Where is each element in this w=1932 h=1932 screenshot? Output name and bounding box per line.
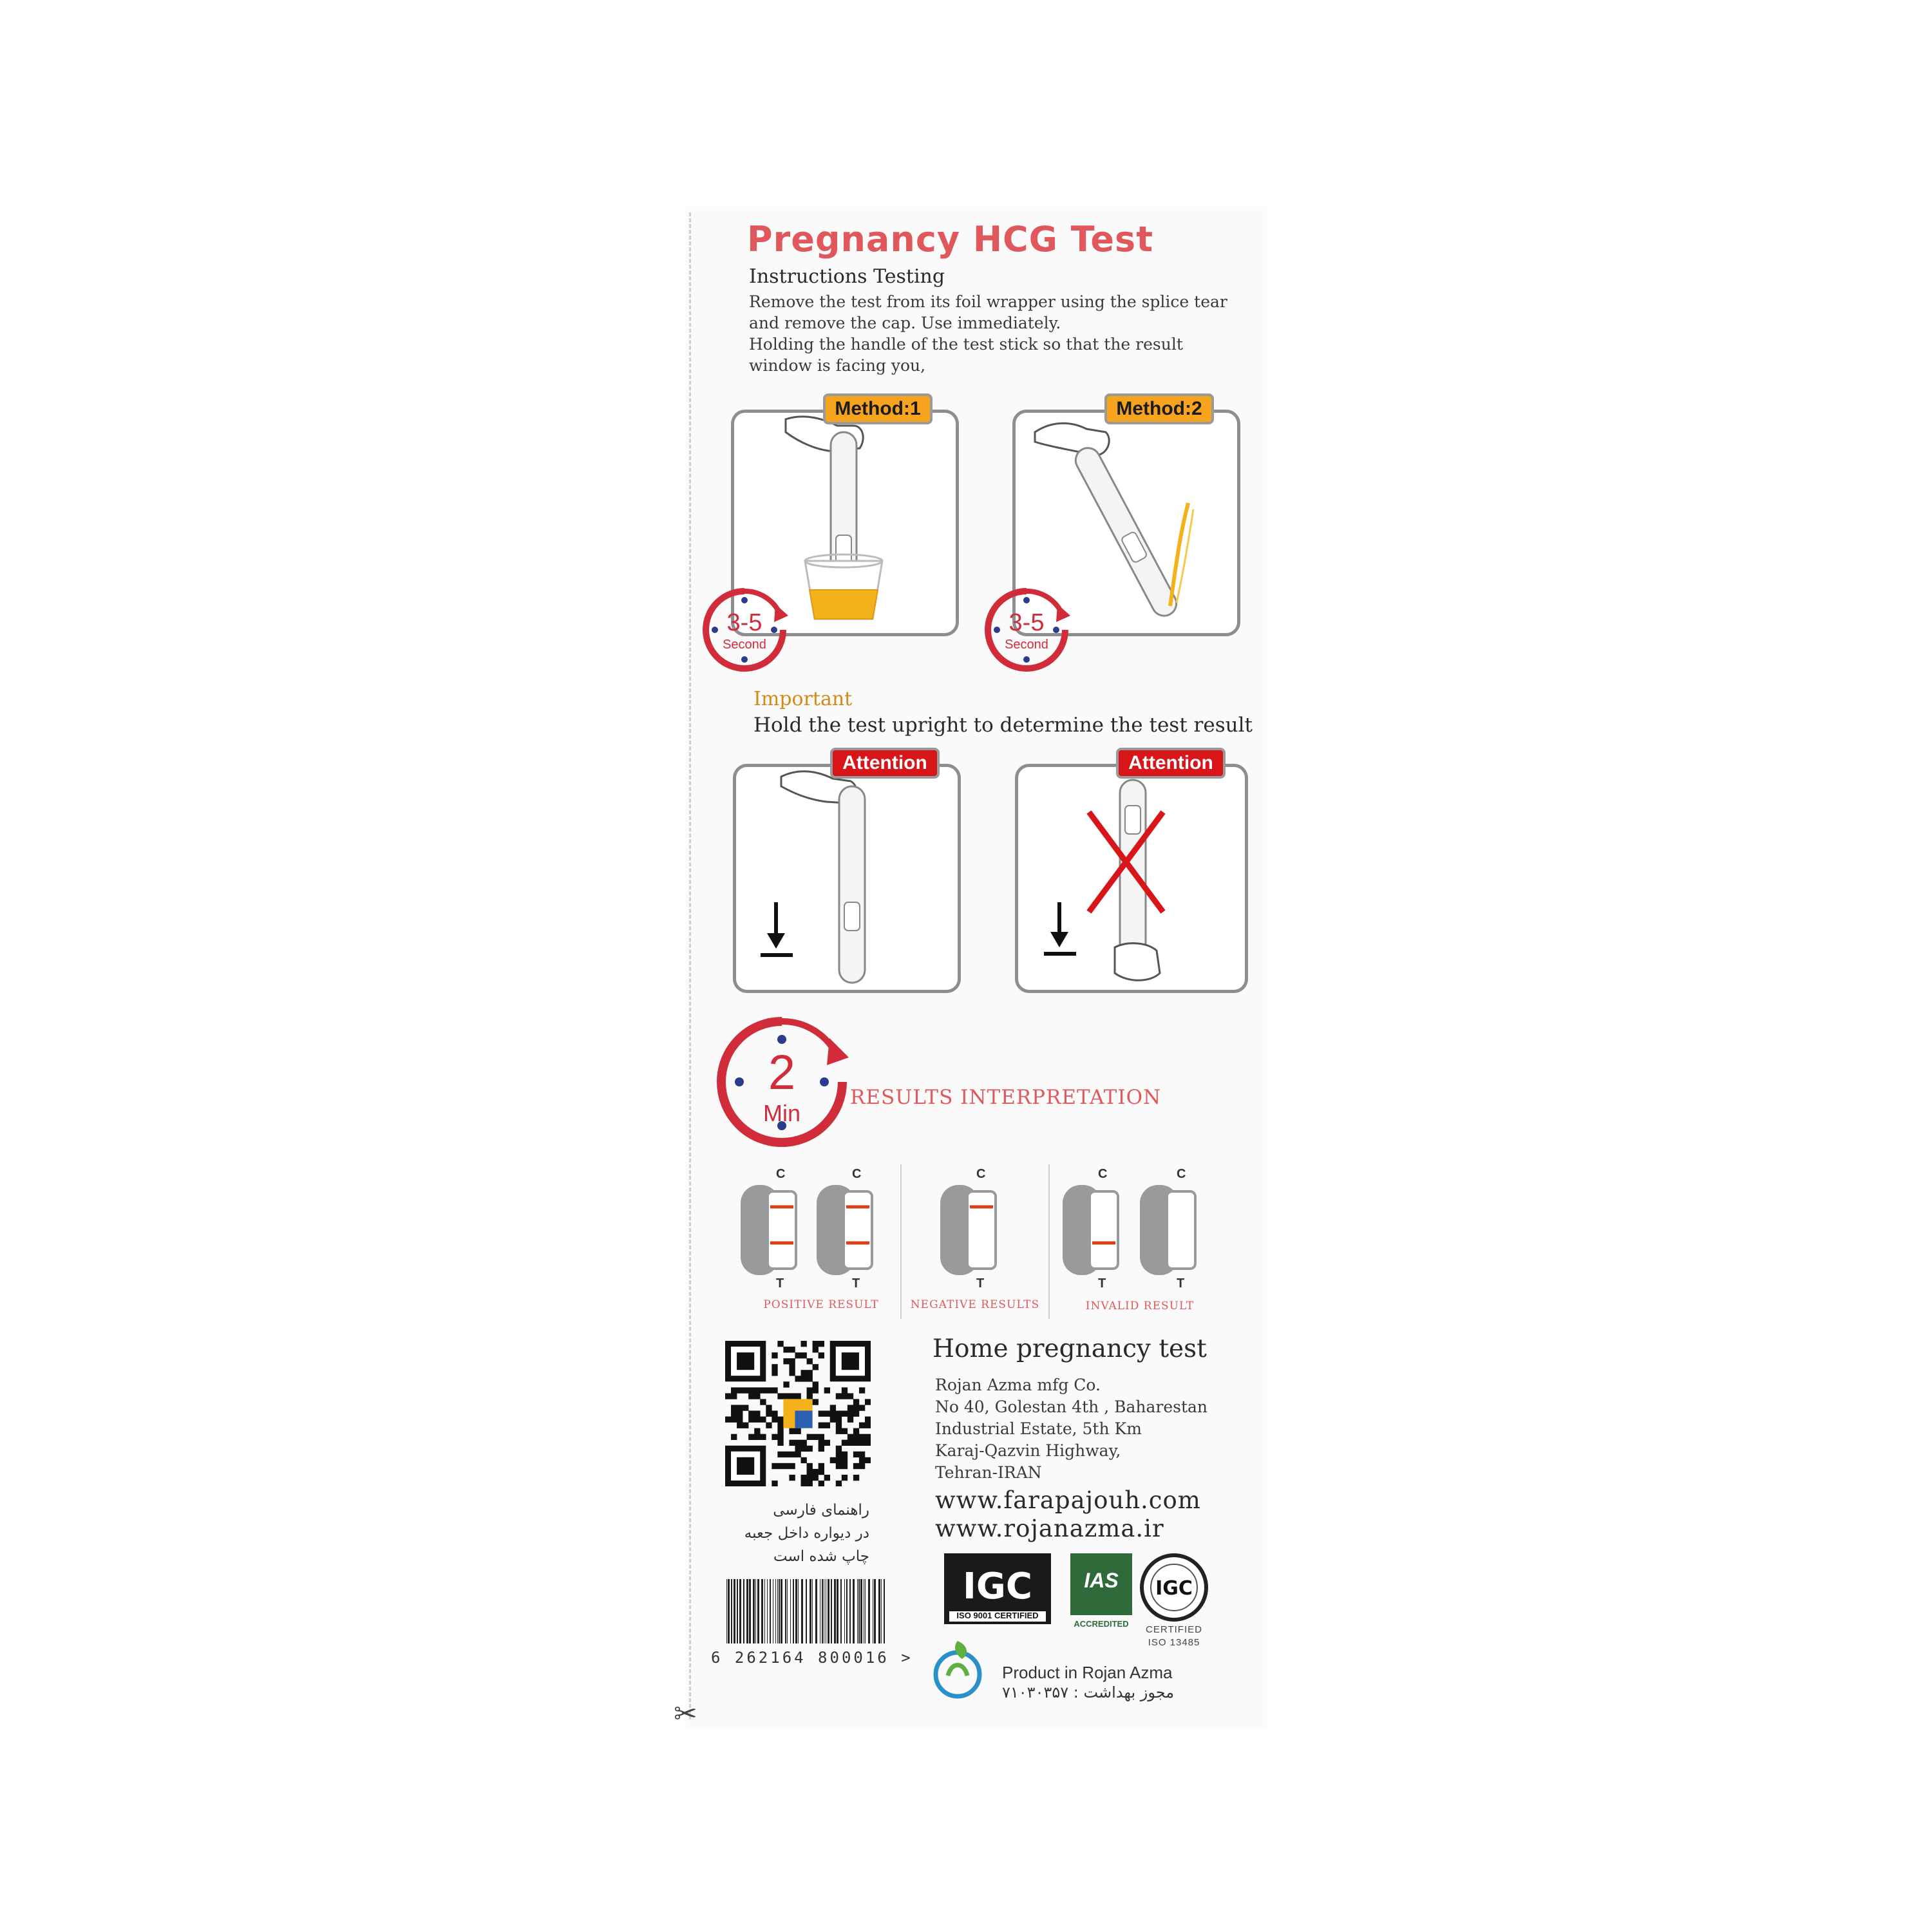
result-strips-drawing bbox=[741, 1179, 1204, 1307]
attention-2-panel bbox=[1015, 752, 1248, 993]
barcode bbox=[724, 1579, 891, 1646]
important-text: Hold the test upright to determine the test result bbox=[753, 714, 1253, 737]
page-title: Pregnancy HCG Test bbox=[747, 219, 1154, 260]
address-line-4: Karaj-Qazvin Highway, bbox=[935, 1441, 1121, 1460]
strip-3-c-label: C bbox=[976, 1167, 986, 1181]
iso13485-caption: ISO 13485 bbox=[1148, 1637, 1200, 1648]
strip-4-t-label: T bbox=[1098, 1276, 1106, 1291]
barcode-graphic bbox=[724, 1579, 891, 1646]
method-2-timer bbox=[981, 585, 1072, 675]
address-line-1: Rojan Azma mfg Co. bbox=[935, 1376, 1101, 1394]
method-2-timer-unit: Second bbox=[1005, 638, 1048, 652]
instructions-heading: Instructions Testing bbox=[749, 265, 945, 288]
strip-2-c-label: C bbox=[852, 1167, 862, 1181]
strip-4-c-label: C bbox=[1098, 1167, 1108, 1181]
ias-accredited: ACCREDITED bbox=[1074, 1619, 1129, 1629]
svg-text:IGC: IGC bbox=[963, 1566, 1032, 1607]
iso13485-logo-graphic bbox=[1139, 1552, 1209, 1623]
results-title: RESULTS INTERPRETATION bbox=[850, 1086, 1162, 1109]
attention-1-panel bbox=[733, 752, 961, 993]
strip-1-c-label: C bbox=[776, 1167, 786, 1181]
results-divider-1 bbox=[900, 1164, 902, 1319]
instruction-line-1: Remove the test from its foil wrapper using the splice tear bbox=[749, 292, 1227, 311]
method-2-timer-value: 3-5 bbox=[1009, 609, 1045, 636]
results-timer-unit: Min bbox=[762, 1100, 800, 1126]
attention-2-illustration bbox=[1018, 767, 1245, 990]
tear-line bbox=[689, 213, 691, 1719]
health-license: مجوز بهداشت : ۷۱۰۳۰۳۵۷ bbox=[1002, 1683, 1175, 1701]
invalid-caption: INVALID RESULT bbox=[1085, 1300, 1195, 1312]
persian-note-line-3: چاپ شده است bbox=[773, 1548, 869, 1565]
important-heading: Important bbox=[753, 688, 853, 710]
igc-iso9001-logo bbox=[943, 1552, 1052, 1625]
fda-logo-graphic bbox=[922, 1636, 993, 1707]
method-2-tag: Method:2 bbox=[1104, 393, 1214, 424]
ias-logo bbox=[1069, 1552, 1133, 1629]
svg-text:IGC: IGC bbox=[1155, 1577, 1193, 1600]
instruction-line-3: Holding the handle of the test stick so that the result bbox=[749, 335, 1183, 354]
persian-note-line-1: راهنمای فارسی bbox=[773, 1502, 869, 1519]
strip-5-c-label: C bbox=[1177, 1167, 1186, 1181]
fda-logo bbox=[922, 1636, 993, 1707]
qr-code-graphic bbox=[725, 1341, 871, 1486]
strip-2-t-label: T bbox=[852, 1276, 860, 1291]
website-1-link[interactable]: www.farapajouh.com bbox=[935, 1486, 1201, 1514]
method-1-timer-value: 3-5 bbox=[726, 609, 762, 636]
address-line-3: Industrial Estate, 5th Km bbox=[935, 1419, 1142, 1438]
scissors-icon: ✂ bbox=[674, 1698, 697, 1730]
results-timer-value: 2 bbox=[768, 1045, 796, 1100]
instruction-line-4: window is facing you, bbox=[749, 356, 926, 375]
persian-note-line-2: در دیواره داخل جعبه bbox=[744, 1525, 869, 1542]
attention-2-tag: Attention bbox=[1116, 748, 1226, 779]
positive-caption: POSITIVE RESULT bbox=[763, 1298, 879, 1311]
method-1-timer-unit: Second bbox=[723, 638, 766, 652]
product-name: Home pregnancy test bbox=[933, 1334, 1207, 1363]
attention-1-illustration bbox=[736, 767, 958, 990]
method-1-tag: Method:1 bbox=[823, 393, 933, 424]
instruction-line-2: and remove the cap. Use immediately. bbox=[749, 314, 1061, 332]
iso13485-logo bbox=[1139, 1552, 1209, 1648]
barcode-number: 6 262164 800016 > bbox=[711, 1649, 913, 1667]
attention-1-tag: Attention bbox=[830, 748, 940, 779]
strip-1-t-label: T bbox=[776, 1276, 784, 1291]
negative-caption: NEGATIVE RESULTS bbox=[910, 1298, 1040, 1311]
iso9001-caption: ISO 9001 CERTIFIED bbox=[956, 1611, 1039, 1620]
address-line-5: Tehran-IRAN bbox=[935, 1463, 1042, 1482]
qr-code bbox=[725, 1341, 871, 1486]
address-line-2: No 40, Golestan 4th , Baharestan bbox=[935, 1397, 1208, 1416]
results-divider-2 bbox=[1048, 1164, 1050, 1319]
iso13485-certified: CERTIFIED bbox=[1146, 1624, 1202, 1635]
strip-3-t-label: T bbox=[976, 1276, 985, 1291]
method-1-timer bbox=[699, 585, 790, 675]
strip-5-t-label: T bbox=[1177, 1276, 1185, 1291]
product-in: Product in Rojan Azma bbox=[1002, 1663, 1173, 1682]
ias-text: IAS bbox=[1084, 1569, 1119, 1592]
results-timer bbox=[711, 1011, 853, 1153]
result-strips bbox=[741, 1179, 1204, 1307]
website-2-link[interactable]: www.rojanazma.ir bbox=[935, 1515, 1164, 1542]
